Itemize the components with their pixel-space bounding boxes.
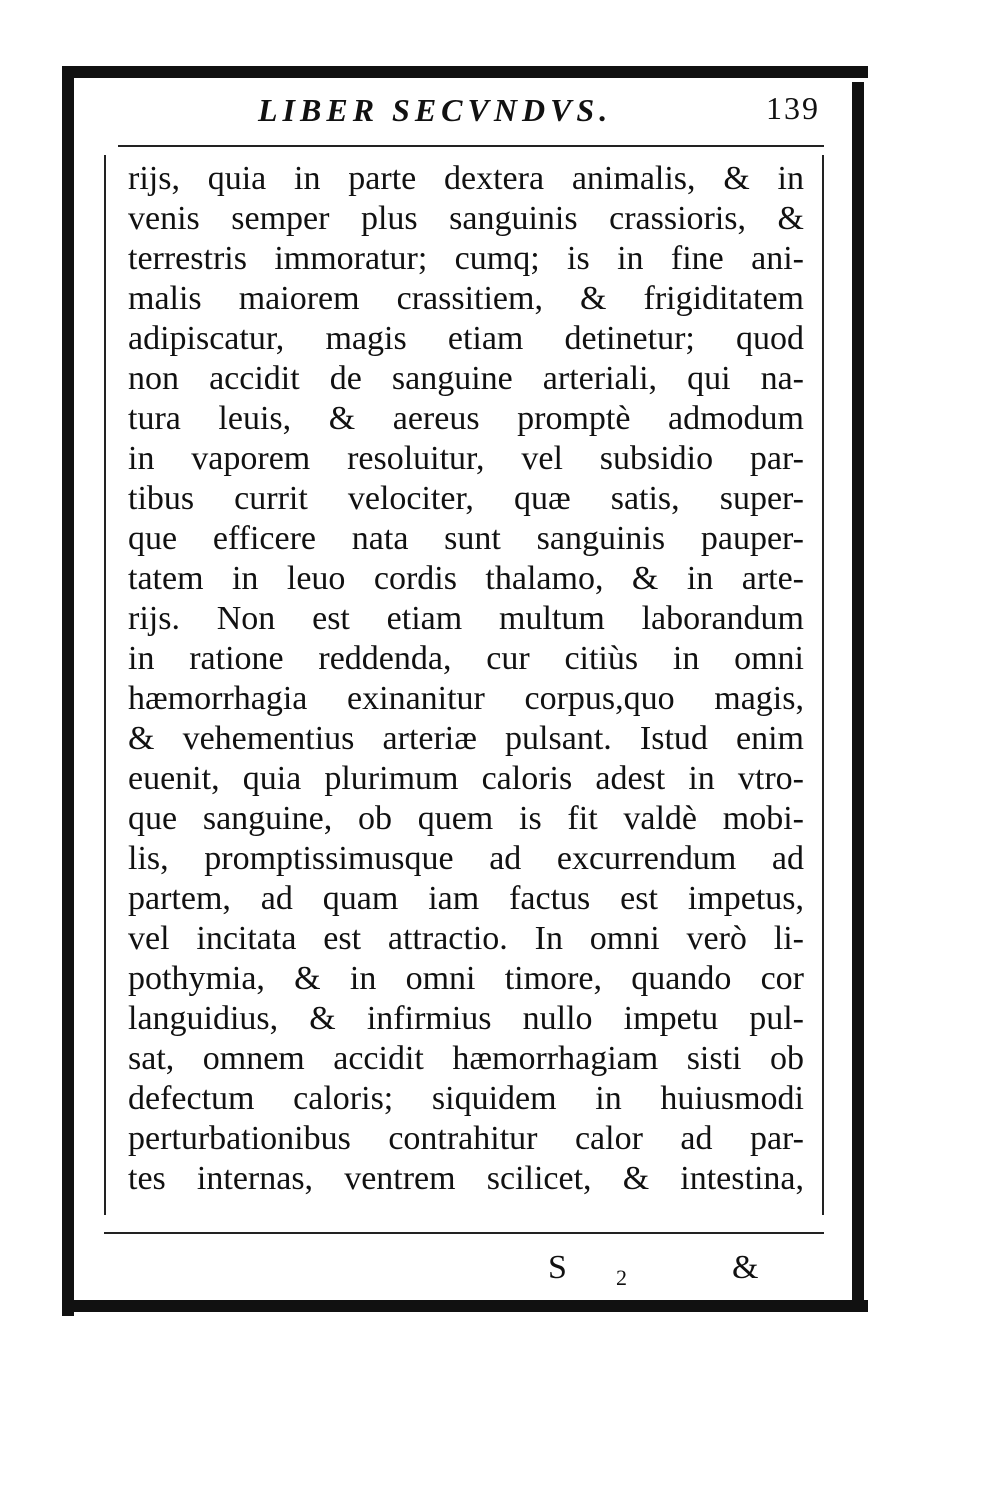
text-line: languidius, & infirmius nullo impetu pul-: [128, 1000, 804, 1037]
text-line: pothymia, & in omni timore, quando cor: [128, 960, 804, 997]
frame-left-border: [62, 66, 74, 1316]
text-line: vel incitata est attractio. In omni verò li-: [128, 920, 804, 957]
text-line: defectum caloris; siquidem in huiusmodi: [128, 1080, 804, 1117]
text-line: tes internas, ventrem scilicet, & intestina,: [128, 1160, 804, 1197]
text-line: terrestris immoratur; cumq; is in fine ani-: [128, 240, 804, 277]
text-line: rijs. Non est etiam multum laborandum: [128, 600, 804, 637]
text-line: tatem in leuo cordis thalamo, & in arte-: [128, 560, 804, 597]
frame-bottom-border: [62, 1300, 868, 1312]
text-line: hæmorrhagia exinanitur corpus,quo magis,: [128, 680, 804, 717]
text-line: non accidit de sanguine arteriali, qui na-: [128, 360, 804, 397]
running-head: [100, 88, 820, 138]
head-rule: [118, 145, 824, 147]
text-line: tura leuis, & aereus promptè admodum: [128, 400, 804, 437]
text-line: malis maiorem crassitiem, & frigiditatem: [128, 280, 804, 317]
text-line: que sanguine, ob quem is fit valdè mobi-: [128, 800, 804, 837]
text-line: euenit, quia plurimum caloris adest in vtro-: [128, 760, 804, 797]
running-head-title: LIBER SECVNDVS.: [258, 92, 613, 128]
text-line: que efficere nata sunt sanguinis pauper-: [128, 520, 804, 557]
bottom-rule: [104, 1232, 824, 1234]
text-line: sat, omnem accidit hæmorrhagiam sisti ob: [128, 1040, 804, 1077]
signature-mark: S: [548, 1249, 567, 1286]
catchword: &: [732, 1249, 759, 1286]
frame-right-border: [852, 82, 864, 1312]
text-line: adipiscatur, magis etiam detinetur; quod: [128, 320, 804, 357]
text-line: lis, promptissimusque ad excurrendum ad: [128, 840, 804, 877]
text-line: in ratione reddenda, cur citiùs in omni: [128, 640, 804, 677]
text-line: perturbationibus contrahitur calor ad par-: [128, 1120, 804, 1157]
text-line: tibus currit velociter, quæ satis, super-: [128, 480, 804, 517]
text-block: [104, 155, 824, 1215]
text-line: venis semper plus sanguinis crassioris, &: [128, 200, 804, 237]
text-line: in vaporem resoluitur, vel subsidio par-: [128, 440, 804, 477]
page-number: 139: [766, 90, 820, 126]
text-line: rijs, quia in parte dextera animalis, & in: [128, 160, 804, 197]
signature-number: 2: [616, 1265, 627, 1290]
text-line: & vehementius arteriæ pulsant. Istud enim: [128, 720, 804, 757]
frame-top-border: [62, 66, 868, 78]
text-line: partem, ad quam iam factus est impetus,: [128, 880, 804, 917]
